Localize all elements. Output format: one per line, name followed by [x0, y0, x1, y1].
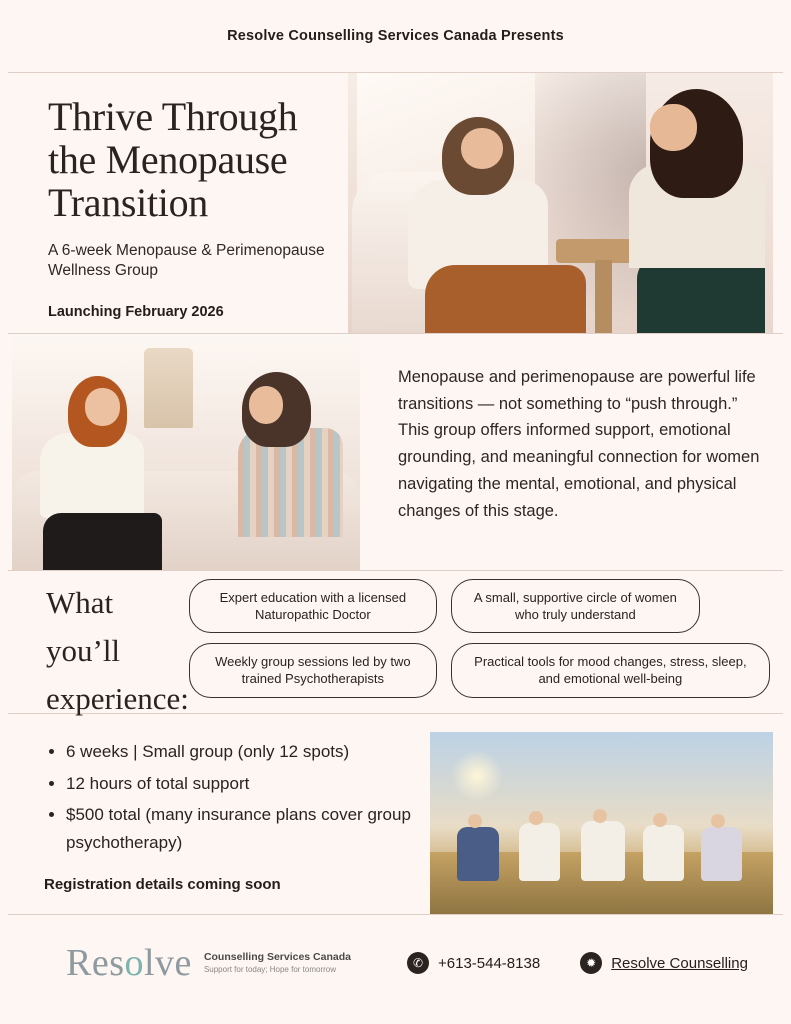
details-photo — [430, 732, 773, 914]
intro-paragraph: Menopause and perimenopause are powerful life transitions — not something to “push through.” This group offers informed support, emotional grounding, and meaningful connection for women navigating the mental, emotional, and physical changes of this stage. — [398, 368, 760, 520]
experience-pill: A small, supportive circle of women who truly understand — [451, 579, 700, 633]
logo-part2: lve — [144, 942, 192, 984]
hero-text-block — [0, 73, 348, 333]
woman-figure-3 — [581, 821, 626, 881]
therapist-face-shape — [650, 104, 697, 151]
list-item: • $500 total (many insurance plans cover group psychotherapy) — [66, 801, 430, 856]
woman-right-face-shape — [249, 386, 284, 424]
hero-photo — [348, 73, 773, 333]
pill-row-1 — [189, 579, 770, 633]
women-in-field-image — [430, 732, 773, 914]
logo-tagline — [204, 951, 351, 975]
registration-note: Registration details coming soon — [44, 876, 281, 894]
website-contact[interactable] — [580, 952, 748, 974]
lamp-shape — [144, 348, 193, 428]
sun-shape — [451, 750, 503, 802]
experience-pill: Practical tools for mood changes, stress, sleep, and emotional well-being — [451, 643, 770, 697]
living-room-session-image — [12, 334, 360, 570]
experience-title-line2: experience: — [46, 681, 189, 717]
presents-text: Resolve Counselling Services Canada Presents — [227, 28, 564, 44]
brand-logo — [66, 941, 351, 985]
client-face-shape — [461, 128, 504, 170]
woman-figure-1 — [457, 827, 498, 882]
counselling-session-image — [348, 73, 773, 333]
details-text-block — [0, 732, 430, 914]
experience-title-line1: What you’ll — [46, 585, 121, 669]
footer — [0, 915, 791, 1011]
list-item: • 12 hours of total support — [66, 770, 430, 798]
experience-pill: Weekly group sessions led by two trained Psychotherapists — [189, 643, 437, 697]
details-section — [0, 714, 791, 914]
client-legs-shape — [425, 265, 587, 333]
experience-pill-group — [189, 579, 791, 713]
details-list — [44, 738, 430, 856]
woman-left-legs-shape — [43, 513, 161, 570]
woman-head-3 — [593, 809, 607, 823]
experience-pill: Expert education with a licensed Naturopathic Doctor — [189, 579, 437, 633]
woman-left-face-shape — [85, 388, 120, 426]
hero-section — [0, 73, 791, 333]
experience-title — [0, 579, 189, 717]
experience-section — [0, 571, 791, 717]
globe-icon: ✹ — [580, 952, 602, 974]
intro-photo — [12, 334, 360, 570]
woman-figure-4 — [643, 825, 684, 881]
pill-row-2 — [189, 643, 770, 697]
woman-figure-5 — [701, 827, 742, 882]
website-link[interactable]: Resolve Counselling — [611, 954, 748, 972]
page-title: Thrive Through the Menopause Transition — [48, 94, 298, 226]
presents-header — [0, 0, 791, 72]
logo-o: o — [124, 942, 144, 984]
launch-date: Launching February 2026 — [48, 304, 224, 321]
logo-wordmark — [66, 941, 192, 985]
phone-icon: ✆ — [407, 952, 429, 974]
logo-tagline-line2: Support for today; Hope for tomorrow — [203, 964, 336, 974]
intro-section — [0, 334, 791, 570]
phone-contact[interactable] — [407, 952, 540, 974]
woman-head-4 — [653, 813, 667, 827]
list-item: • 6 weeks | Small group (only 12 spots) — [66, 738, 430, 766]
phone-number: +613-544-8138 — [438, 954, 541, 972]
table-leg-shape — [595, 260, 612, 333]
logo-part1: Res — [66, 942, 125, 984]
woman-figure-2 — [519, 823, 560, 881]
logo-tagline-line1: Counselling Services Canada — [203, 951, 351, 964]
hero-subtitle: A 6-week Menopause & Perimenopause Wellness Group — [48, 241, 325, 280]
